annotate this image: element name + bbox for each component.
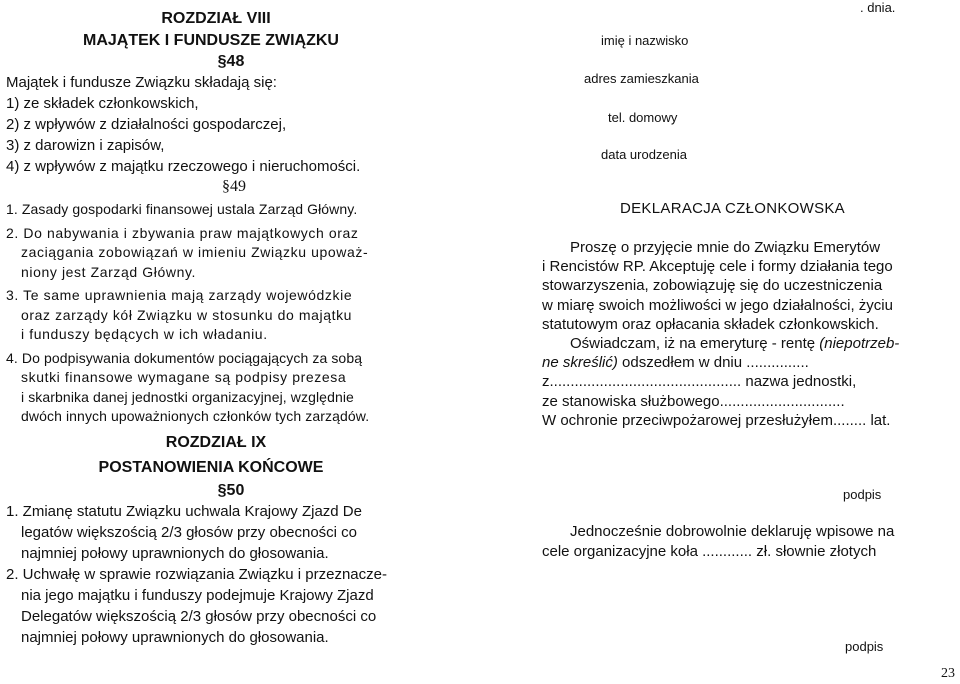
section-49-heading: §49 xyxy=(222,178,246,195)
signature-label: podpis xyxy=(845,639,884,654)
s50-p2-line: nia jego majątku i funduszy podejmuje Krajowy Zjazd xyxy=(21,586,374,604)
s50-p1-line: legatów większością 2/3 głosów przy obecności co xyxy=(21,523,357,541)
s49-p2-line: zaciągania zobowiązań w imieniu Związku upoważ- xyxy=(21,244,369,260)
section-50-heading: §50 xyxy=(217,481,245,499)
s49-p2-line: niony jest Zarząd Główny. xyxy=(21,263,197,280)
declaration-title: DEKLARACJA CZŁONKOWSKA xyxy=(620,200,845,217)
s49-p4-line: i skarbnika danej jednostki organizacyjnej, względnie xyxy=(21,388,354,405)
phone-label: tel. domowy xyxy=(608,110,678,125)
statement-rest: odszedłem w dniu ............... xyxy=(617,354,809,372)
declaration-line: i Rencistów RP. Akceptuję cele i formy działania tego xyxy=(542,258,893,276)
statement-line xyxy=(542,353,960,372)
s48-line: 4) z wpływów z majątku rzeczowego i nieruchomości. xyxy=(6,158,361,175)
statement-line: z.............................................. nazwa jednostki, xyxy=(542,373,857,391)
s49-paragraph-3 xyxy=(6,286,416,345)
s49-p3-line: 3. Te same uprawnienia mają zarządy wojewódzkie xyxy=(6,287,353,303)
signature-label: podpis xyxy=(843,487,882,502)
s49-paragraph-4 xyxy=(6,349,416,427)
s48-line: 1) ze składek członkowskich, xyxy=(6,95,199,112)
statement-line xyxy=(542,334,960,353)
chapter-9-title: ROZDZIAŁ IX xyxy=(165,433,267,451)
birth-date-label: data urodzenia xyxy=(601,147,688,162)
declaration-body xyxy=(542,238,960,430)
date-field: . dnia. xyxy=(860,0,896,15)
s50-paragraph-2 xyxy=(6,564,416,648)
s50-p1-line: 1. Zmianę statutu Związku uchwala Krajowy Zjazd De xyxy=(6,502,362,520)
s48-line: 3) z darowizn i zapisów, xyxy=(6,137,165,154)
section-48-heading: §48 xyxy=(217,53,245,70)
s50-p2-line: 2. Uchwałę w sprawie rozwiązania Związku i przeznacze- xyxy=(6,565,387,583)
statement-italic: (niepotrzeb- xyxy=(819,335,900,353)
statement-line: W ochronie przeciwpożarowej przesłużyłem........ lat. xyxy=(542,411,891,429)
chapter-8-subtitle: MAJĄTEK I FUNDUSZE ZWIĄZKU xyxy=(83,32,339,49)
page-number: 23 xyxy=(941,666,955,681)
declaration-line: w miarę swoich możliwości w jego działalności, życiu xyxy=(542,296,893,314)
joint-line: Jednocześnie dobrowolnie deklaruję wpisowe na xyxy=(570,523,895,540)
s48-line: 2) z wpływów z działalności gospodarczej, xyxy=(6,116,287,133)
s50-p1-line: najmniej połowy uprawnionych do głosowania. xyxy=(21,544,329,562)
address-label: adres zamieszkania xyxy=(584,71,699,86)
s49-p4-line: dwóch innych upoważnionych członków tych zarządów. xyxy=(21,408,370,424)
statement-line: ze stanowiska służbowego.............................. xyxy=(542,392,845,410)
declaration-line: Proszę o przyjęcie mnie do Związku Emerytów xyxy=(570,239,881,256)
declaration-line: statutowym oraz opłacania składek członkowskich. xyxy=(542,315,879,333)
s50-p2-line: najmniej połowy uprawnionych do głosowania. xyxy=(21,628,329,646)
joint-declaration xyxy=(542,522,960,561)
s49-p2-line: 2. Do nabywania i zbywania praw majątkowych oraz xyxy=(6,224,359,241)
s49-p3-line: i funduszy będących w ich władaniu. xyxy=(21,326,268,342)
s49-p3-line: oraz zarządy kół Związku w stosunku do majątku xyxy=(21,306,353,323)
chapter-8-title: ROZDZIAŁ VIII xyxy=(161,10,271,27)
section-48-list xyxy=(6,72,416,177)
s49-paragraph-2 xyxy=(6,224,416,283)
s49-p4-line: skutki finansowe wymagane są podpisy prezesa xyxy=(21,369,347,385)
s49-paragraph-1: 1. Zasady gospodarki finansowej ustala Zarząd Główny. xyxy=(6,201,358,217)
s48-line: Majątek i fundusze Związku składają się: xyxy=(6,74,277,91)
statement-lead: Oświadczam, iż na emeryturę - rentę xyxy=(570,335,820,353)
s50-p2-line: Delegatów większością 2/3 głosów przy obecności co xyxy=(21,607,377,625)
s49-p4-line: 4. Do podpisywania dokumentów pociągających za sobą xyxy=(6,349,363,366)
s50-paragraph-1 xyxy=(6,501,416,564)
chapter-9-subtitle: POSTANOWIENIA KOŃCOWE xyxy=(98,458,324,476)
statement-italic: ne skreślić) xyxy=(542,354,618,372)
declaration-line: stowarzyszenia, zobowiązuję się do uczestniczenia xyxy=(542,277,883,295)
statute-column xyxy=(6,9,416,648)
joint-line: cele organizacyjne koła ............ zł. słownie złotych xyxy=(542,542,877,560)
name-label: imię i nazwisko xyxy=(601,33,689,48)
